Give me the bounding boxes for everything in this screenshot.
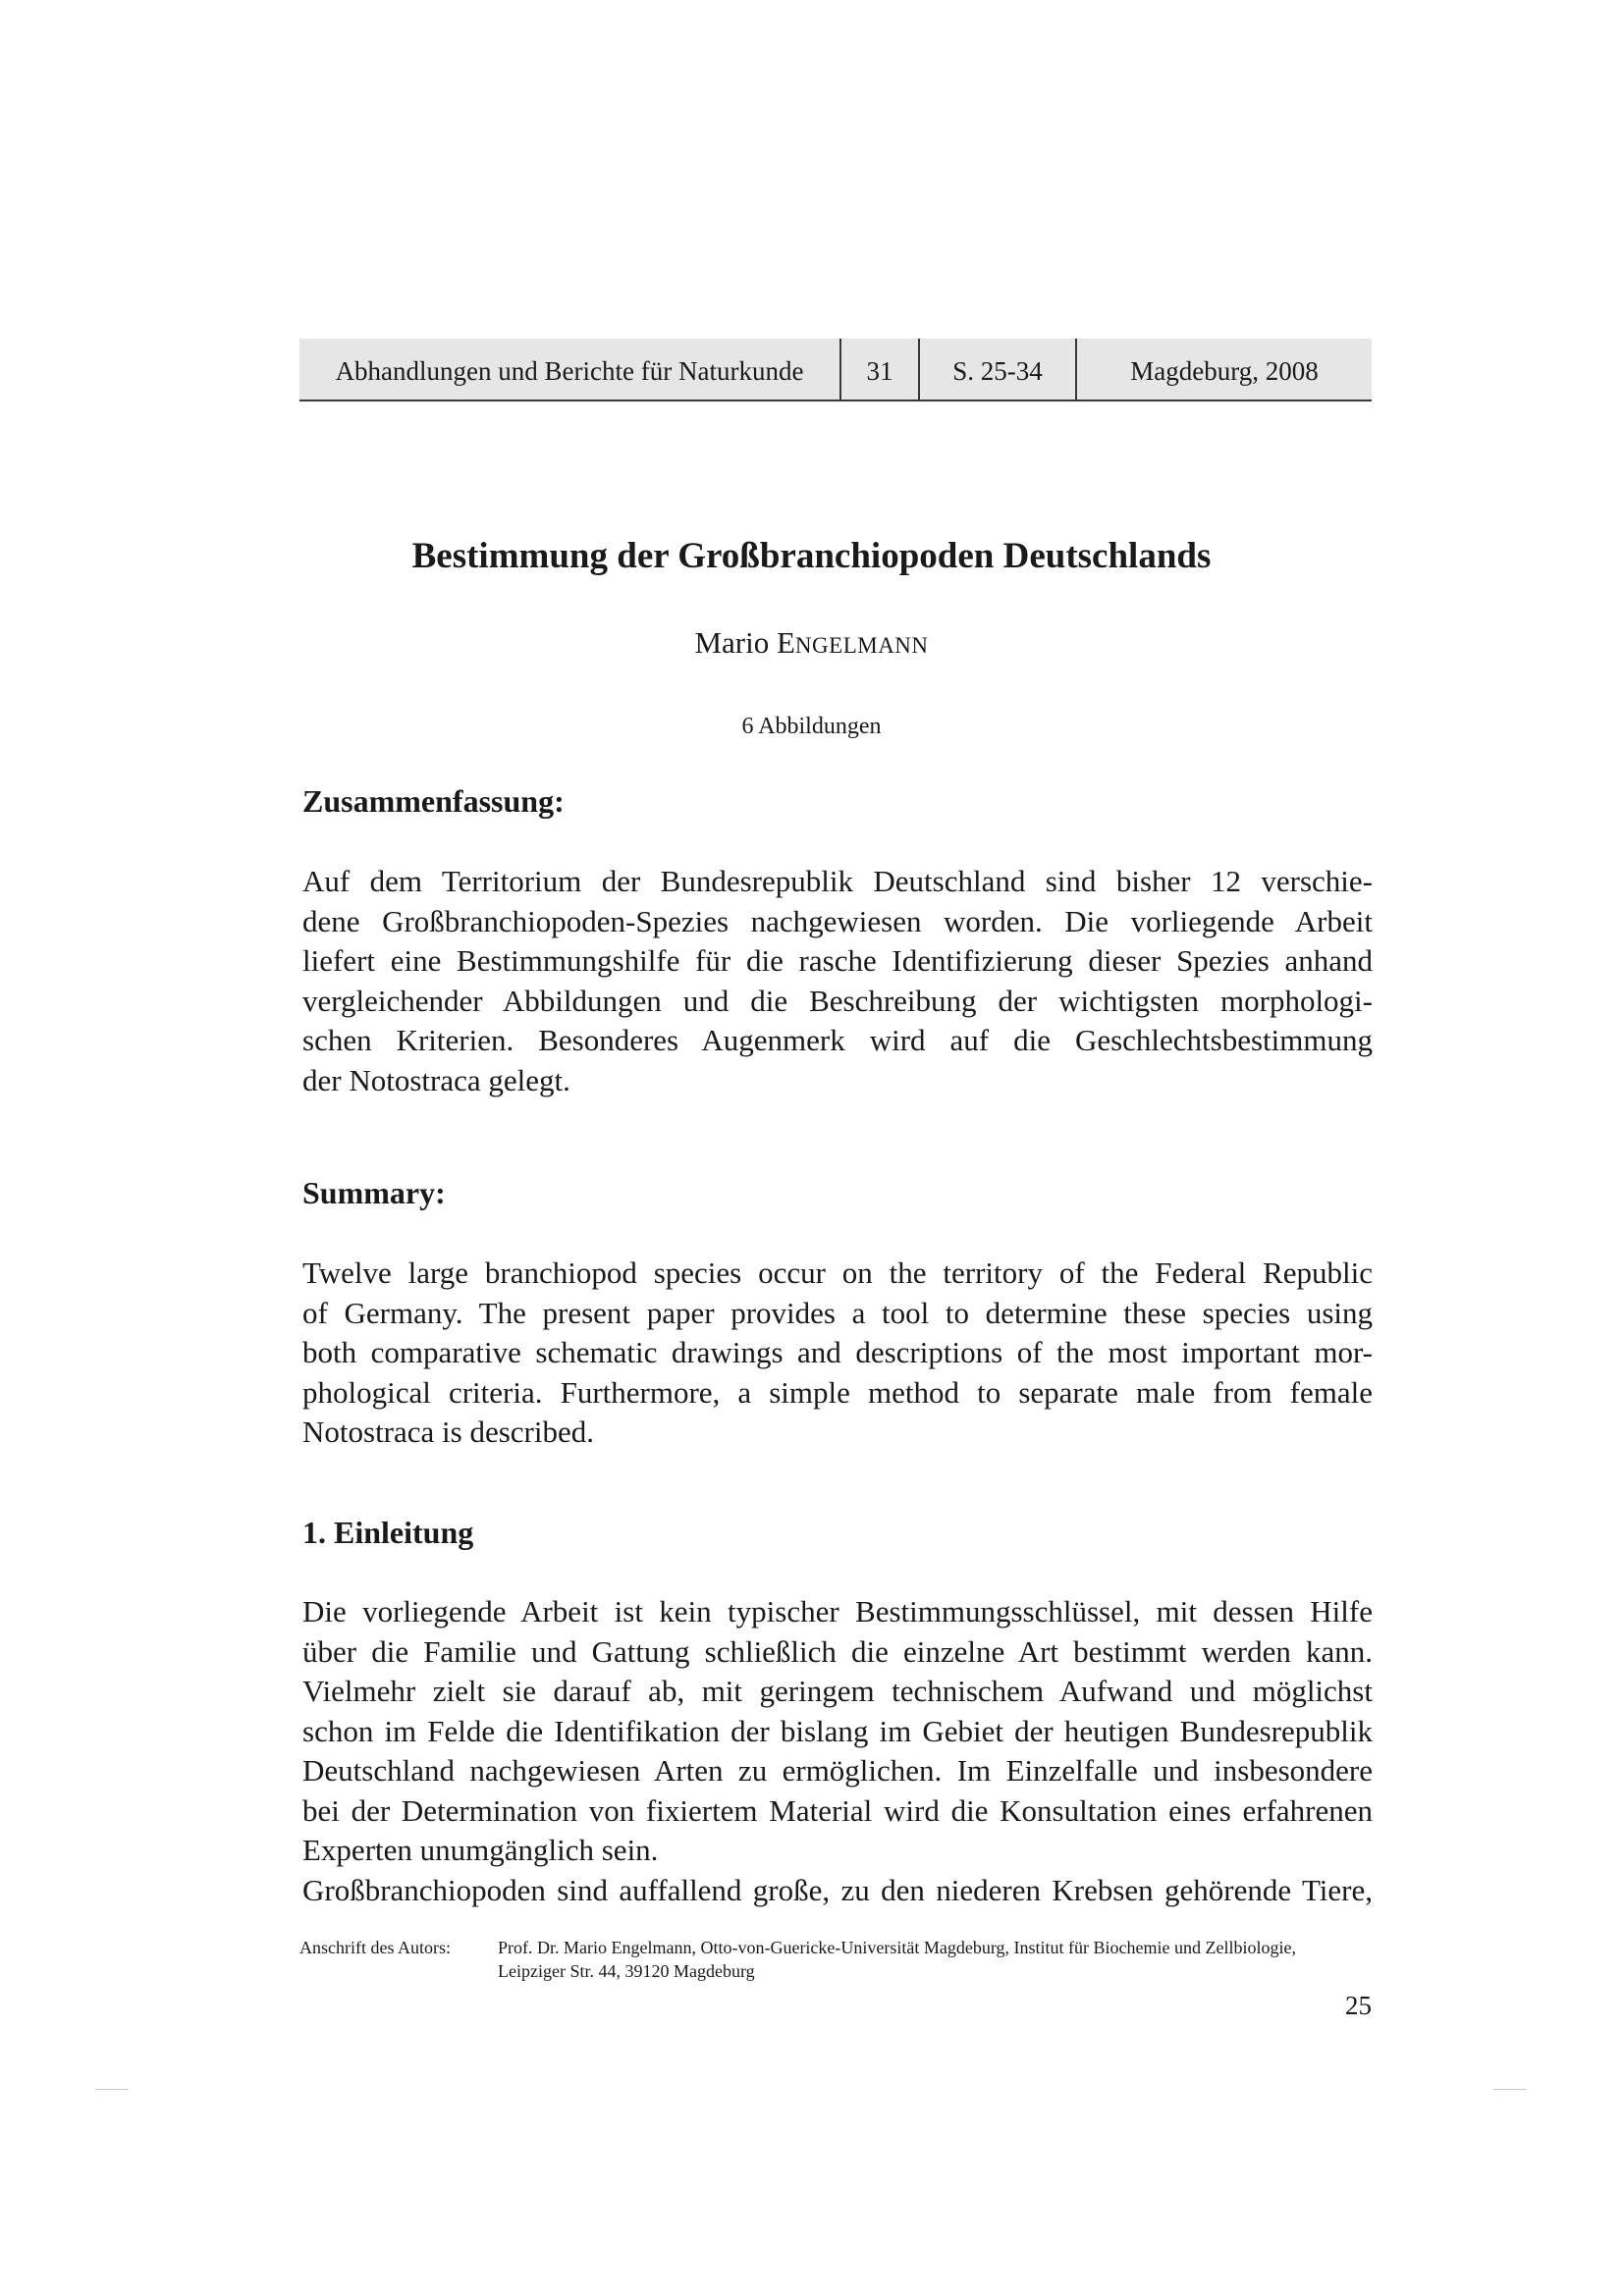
- text-line: Twelve large branchiopod species occur on the territory of the Federal Republic: [302, 1255, 1373, 1290]
- volume-number: 31: [841, 339, 920, 400]
- text-line: liefert eine Bestimmungshilfe für die rasche Identifizierung dieser Spezies anhand: [302, 943, 1373, 978]
- text-line: über die Familie und Gattung schließlich die einzelne Art bestimmt werden kann.: [302, 1633, 1373, 1669]
- author-last-initial: E: [776, 625, 795, 660]
- crop-mark-left: [95, 2089, 129, 2090]
- footnote-address: [498, 1936, 1381, 1983]
- text-line: both comparative schematic drawings and descriptions of the most important mor-: [302, 1335, 1373, 1369]
- text-line: Vielmehr zielt sie darauf ab, mit geringem technischem Aufwand und möglichst: [302, 1674, 1373, 1708]
- text-line: schon im Felde die Identifikation der bislang im Gebiet der heutigen Bundesrepublik: [302, 1713, 1373, 1748]
- author-name: [0, 625, 1623, 661]
- footnote-label: Anschrift des Autors:: [299, 1938, 451, 1957]
- journal-header-table: [299, 339, 1372, 401]
- author-last-rest: NGELMANN: [794, 633, 929, 658]
- einleitung-text: [302, 1592, 1373, 1910]
- page-range: S. 25-34: [920, 339, 1077, 400]
- text-line: Auf dem Territorium der Bundesrepublik Deutschland sind bisher 12 verschie-: [302, 864, 1373, 898]
- text-line: of Germany. The present paper provides a tool to determine these species using: [302, 1295, 1373, 1330]
- zusammenfassung-heading: Zusammenfassung:: [302, 783, 565, 819]
- journal-name: Abhandlungen und Berichte für Naturkunde: [299, 339, 841, 400]
- crop-mark-right: [1493, 2089, 1527, 2090]
- text-line: schen Kriterien. Besonderes Augenmerk wird auf die Geschlechtsbestimmung: [302, 1023, 1373, 1057]
- author-first-name: Mario: [694, 625, 770, 660]
- text-line: Die vorliegende Arbeit ist kein typischer Bestimmungsschlüssel, mit dessen Hilfe: [302, 1594, 1373, 1629]
- footnote-line: Leipziger Str. 44, 39120 Magdeburg: [498, 1961, 755, 1981]
- text-line: bei der Determination von fixiertem Material wird die Konsultation eines erfahrenen: [302, 1792, 1373, 1828]
- summary-text: [302, 1254, 1373, 1453]
- page-number: 25: [1345, 1991, 1372, 2020]
- text-line: vergleichender Abbildungen und die Beschreibung der wichtigsten morphologi-: [302, 983, 1373, 1018]
- einleitung-heading: 1. Einleitung: [302, 1515, 474, 1550]
- text-line: Großbranchiopoden sind auffallend große, zu den niederen Krebsen gehörende Tiere,: [302, 1872, 1373, 1907]
- summary-heading: Summary:: [302, 1175, 446, 1210]
- text-line: Experten unumgänglich sein.: [302, 1833, 659, 1867]
- text-line: dene Großbranchiopoden-Spezies nachgewiesen worden. Die vorliegende Arbeit: [302, 903, 1373, 938]
- paper-title: Bestimmung der Großbranchiopoden Deutschlands: [411, 536, 1212, 576]
- text-line: der Notostraca gelegt.: [302, 1062, 570, 1097]
- text-line: phological criteria. Furthermore, a simple method to separate male from female: [302, 1374, 1373, 1410]
- footnote-line: Prof. Dr. Mario Engelmann, Otto-von-Guericke-Universität Magdeburg, Institut für Biochemie und Zellbiologie,: [498, 1938, 1296, 1957]
- text-line: Deutschland nachgewiesen Arten zu ermöglichen. Im Einzelfalle und insbesondere: [302, 1753, 1373, 1788]
- zusammenfassung-text: [302, 862, 1373, 1100]
- figures-note: 6 Abbildungen: [741, 714, 882, 739]
- text-line: Notostraca is described.: [302, 1415, 594, 1449]
- place-year: Magdeburg, 2008: [1130, 355, 1319, 386]
